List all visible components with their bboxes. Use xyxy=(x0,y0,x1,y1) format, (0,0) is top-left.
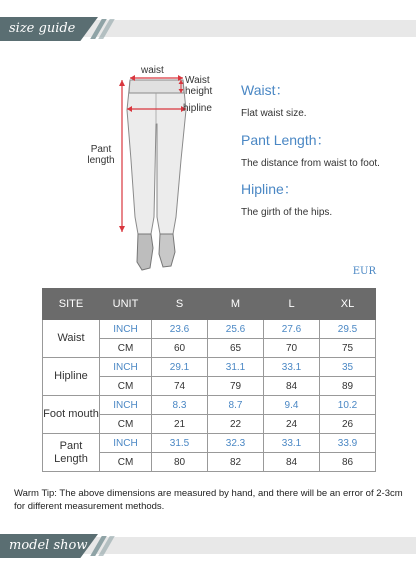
value-cell: 80 xyxy=(152,453,208,472)
unit-cell: CM xyxy=(100,339,152,358)
model-show-banner xyxy=(0,534,416,558)
value-cell: 25.6 xyxy=(208,320,264,339)
value-cell: 82 xyxy=(208,453,264,472)
value-cell: 31.5 xyxy=(152,434,208,453)
column-header: S xyxy=(152,289,208,320)
column-header: UNIT xyxy=(100,289,152,320)
column-header: M xyxy=(208,289,264,320)
value-cell: 10.2 xyxy=(320,396,376,415)
column-header: SITE xyxy=(43,289,100,320)
value-cell: 32.3 xyxy=(208,434,264,453)
description-heading: Pant Length： xyxy=(241,132,331,148)
table-row xyxy=(43,434,376,453)
value-cell: 9.4 xyxy=(264,396,320,415)
value-cell: 8.3 xyxy=(152,396,208,415)
value-cell: 65 xyxy=(208,339,264,358)
value-cell: 35 xyxy=(320,358,376,377)
column-header: XL xyxy=(320,289,376,320)
value-cell: 74 xyxy=(152,377,208,396)
value-cell: 33.1 xyxy=(264,358,320,377)
site-cell: Pant Length xyxy=(43,434,100,472)
description-heading: Hipline： xyxy=(241,181,298,197)
pant-length-description xyxy=(241,132,380,170)
hipline-label: hipline xyxy=(183,103,212,114)
unit-cell: INCH xyxy=(100,320,152,339)
site-cell: Hipline xyxy=(43,358,100,396)
unit-cell: INCH xyxy=(100,396,152,415)
table-row xyxy=(43,320,376,339)
unit-cell: CM xyxy=(100,415,152,434)
banner-title: size guide xyxy=(9,21,76,36)
unit-cell: INCH xyxy=(100,434,152,453)
description-text: The girth of the hips. xyxy=(241,207,333,218)
value-cell: 24 xyxy=(264,415,320,434)
value-cell: 89 xyxy=(320,377,376,396)
value-cell: 84 xyxy=(264,377,320,396)
value-cell: 79 xyxy=(208,377,264,396)
column-header: L xyxy=(264,289,320,320)
warm-tip: Warm Tip: The above dimensions are measured by hand, and there will be an error of 2-3cm for different measurement methods. xyxy=(14,488,403,512)
unit-system-label: EUR xyxy=(352,266,376,277)
banner-title: model show xyxy=(9,538,88,553)
unit-cell: CM xyxy=(100,453,152,472)
description-text: The distance from waist to foot. xyxy=(241,158,380,169)
value-cell: 33.9 xyxy=(320,434,376,453)
value-cell: 86 xyxy=(320,453,376,472)
leggings-figure xyxy=(80,52,230,292)
value-cell: 31.1 xyxy=(208,358,264,377)
value-cell: 84 xyxy=(264,453,320,472)
table-header-row xyxy=(43,289,376,320)
unit-cell: INCH xyxy=(100,358,152,377)
site-cell: Foot mouth xyxy=(43,396,100,434)
table-row xyxy=(43,358,376,377)
value-cell: 27.6 xyxy=(264,320,320,339)
value-cell: 75 xyxy=(320,339,376,358)
value-cell: 23.6 xyxy=(152,320,208,339)
unit-cell: CM xyxy=(100,377,152,396)
value-cell: 29.1 xyxy=(152,358,208,377)
pant-length-label: Pant length xyxy=(87,144,115,166)
waist-label: waist xyxy=(141,65,164,76)
value-cell: 8.7 xyxy=(208,396,264,415)
size-table xyxy=(42,288,376,472)
value-cell: 33.1 xyxy=(264,434,320,453)
table-row xyxy=(43,396,376,415)
value-cell: 70 xyxy=(264,339,320,358)
value-cell: 22 xyxy=(208,415,264,434)
hipline-description xyxy=(241,181,332,219)
site-cell: Waist xyxy=(43,320,100,358)
waist-description xyxy=(241,82,307,120)
value-cell: 26 xyxy=(320,415,376,434)
description-heading: Waist： xyxy=(241,82,290,98)
description-text: Flat waist size. xyxy=(241,108,307,119)
waist-height-label: Waist height xyxy=(185,75,213,97)
size-guide-banner xyxy=(0,17,416,41)
value-cell: 60 xyxy=(152,339,208,358)
value-cell: 21 xyxy=(152,415,208,434)
value-cell: 29.5 xyxy=(320,320,376,339)
